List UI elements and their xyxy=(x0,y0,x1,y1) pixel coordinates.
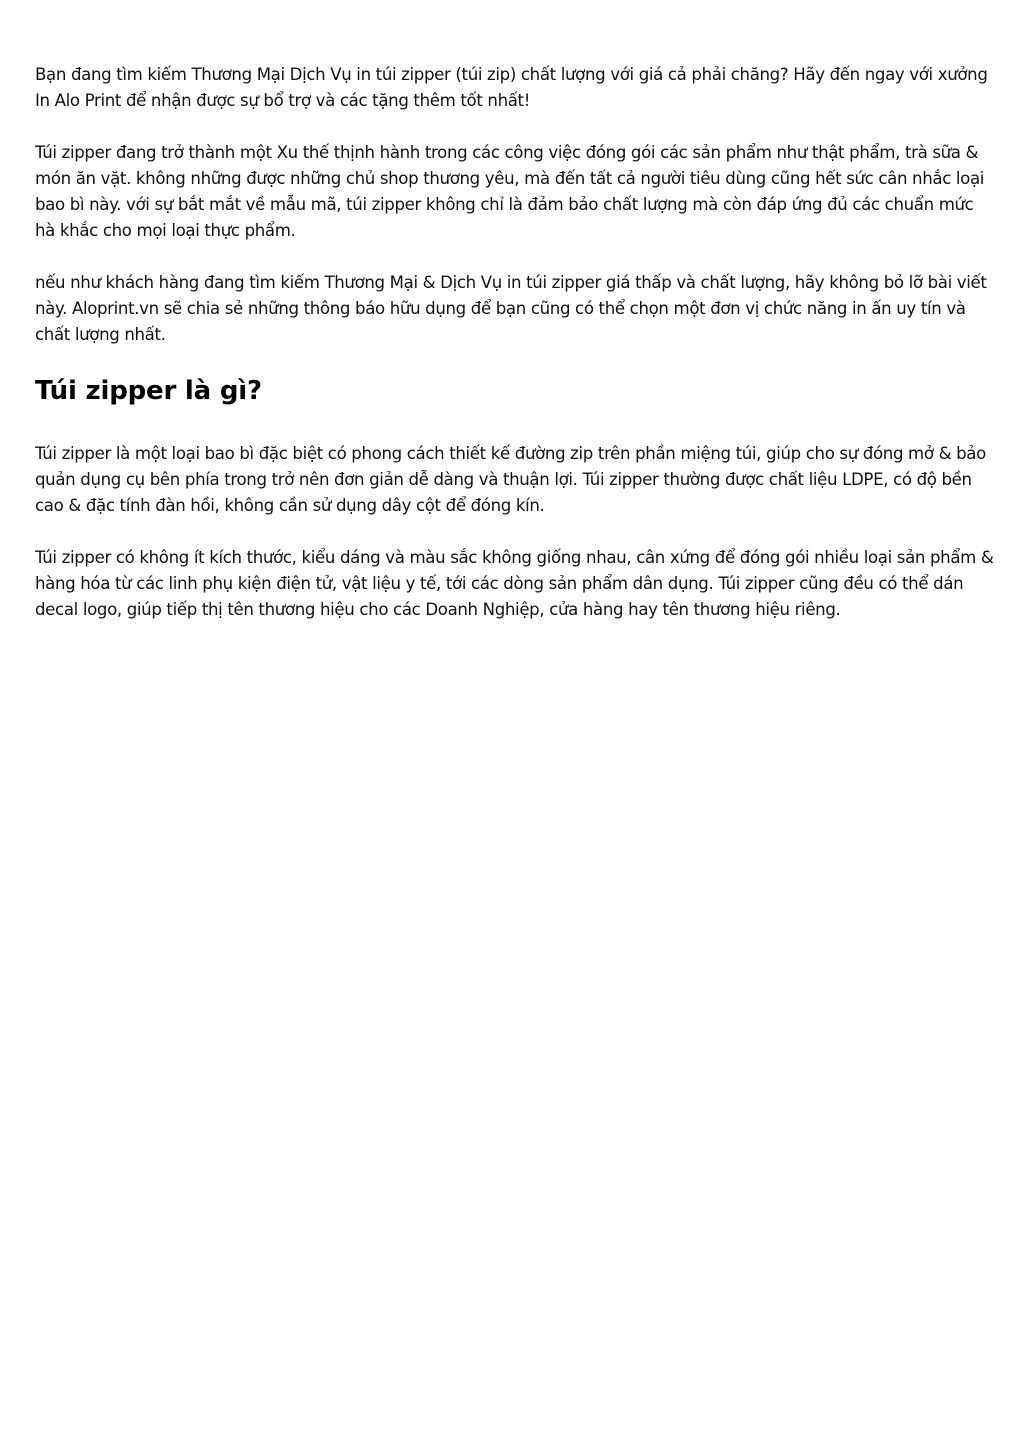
intro-paragraph-2: Túi zipper đang trở thành một Xu thế thịnh hành trong các công việc đóng gói các sản phẩm như thật phẩm, trà sữa & món ăn vặt. không những được những chủ shop thương yêu, mà đến tất cả người tiêu dùng cũng hết sức cân nhắc loại bao bì này. với sự bắt mắt về mẫu mã, túi zipper không chỉ là đảm bảo chất lượng mà còn đáp ứng đủ các chuẩn mức hà khắc cho mọi loại thực phẩm. xyxy=(35,143,985,240)
section-paragraph-2: Túi zipper có không ít kích thước, kiểu dáng và màu sắc không giống nhau, cân xứng để đóng gói nhiều loại sản phẩm & hàng hóa từ các linh phụ kiện điện tử, vật liệu y tế, tới các dòng sản phẩm dân dụng. Túi zipper cũng đều có thể dán decal logo, giúp tiếp thị tên thương hiệu cho các Doanh Nghiệp, cửa hàng hay tên thương hiệu riêng. xyxy=(35,548,994,619)
section-paragraph-1: Túi zipper là một loại bao bì đặc biệt có phong cách thiết kế đường zip trên phần miệng túi, giúp cho sự đóng mở & bảo quản dụng cụ bên phía trong trở nên đơn giản dễ dàng và thuận lợi. Túi zipper thường được chất liệu LDPE, có độ bền cao & đặc tính đàn hồi, không cần sử dụng dây cột để đóng kín. xyxy=(35,444,986,515)
section-heading: Túi zipper là gì? xyxy=(35,376,262,406)
intro-paragraph-1: Bạn đang tìm kiếm Thương Mại Dịch Vụ in túi zipper (túi zip) chất lượng với giá cả phải chăng? Hãy đến ngay với xưởng In Alo Print để nhận được sự bổ trợ và các tặng thêm tốt nhất! xyxy=(35,65,988,110)
document-page xyxy=(35,62,995,649)
intro-paragraph-3: nếu như khách hàng đang tìm kiếm Thương Mại & Dịch Vụ in túi zipper giá thấp và chất lượng, hãy không bỏ lỡ bài viết này. Aloprint.vn sẽ chia sẻ những thông báo hữu dụng để bạn cũng có thể chọn một đơn vị chức năng in ấn uy tín và chất lượng nhất. xyxy=(35,273,987,344)
